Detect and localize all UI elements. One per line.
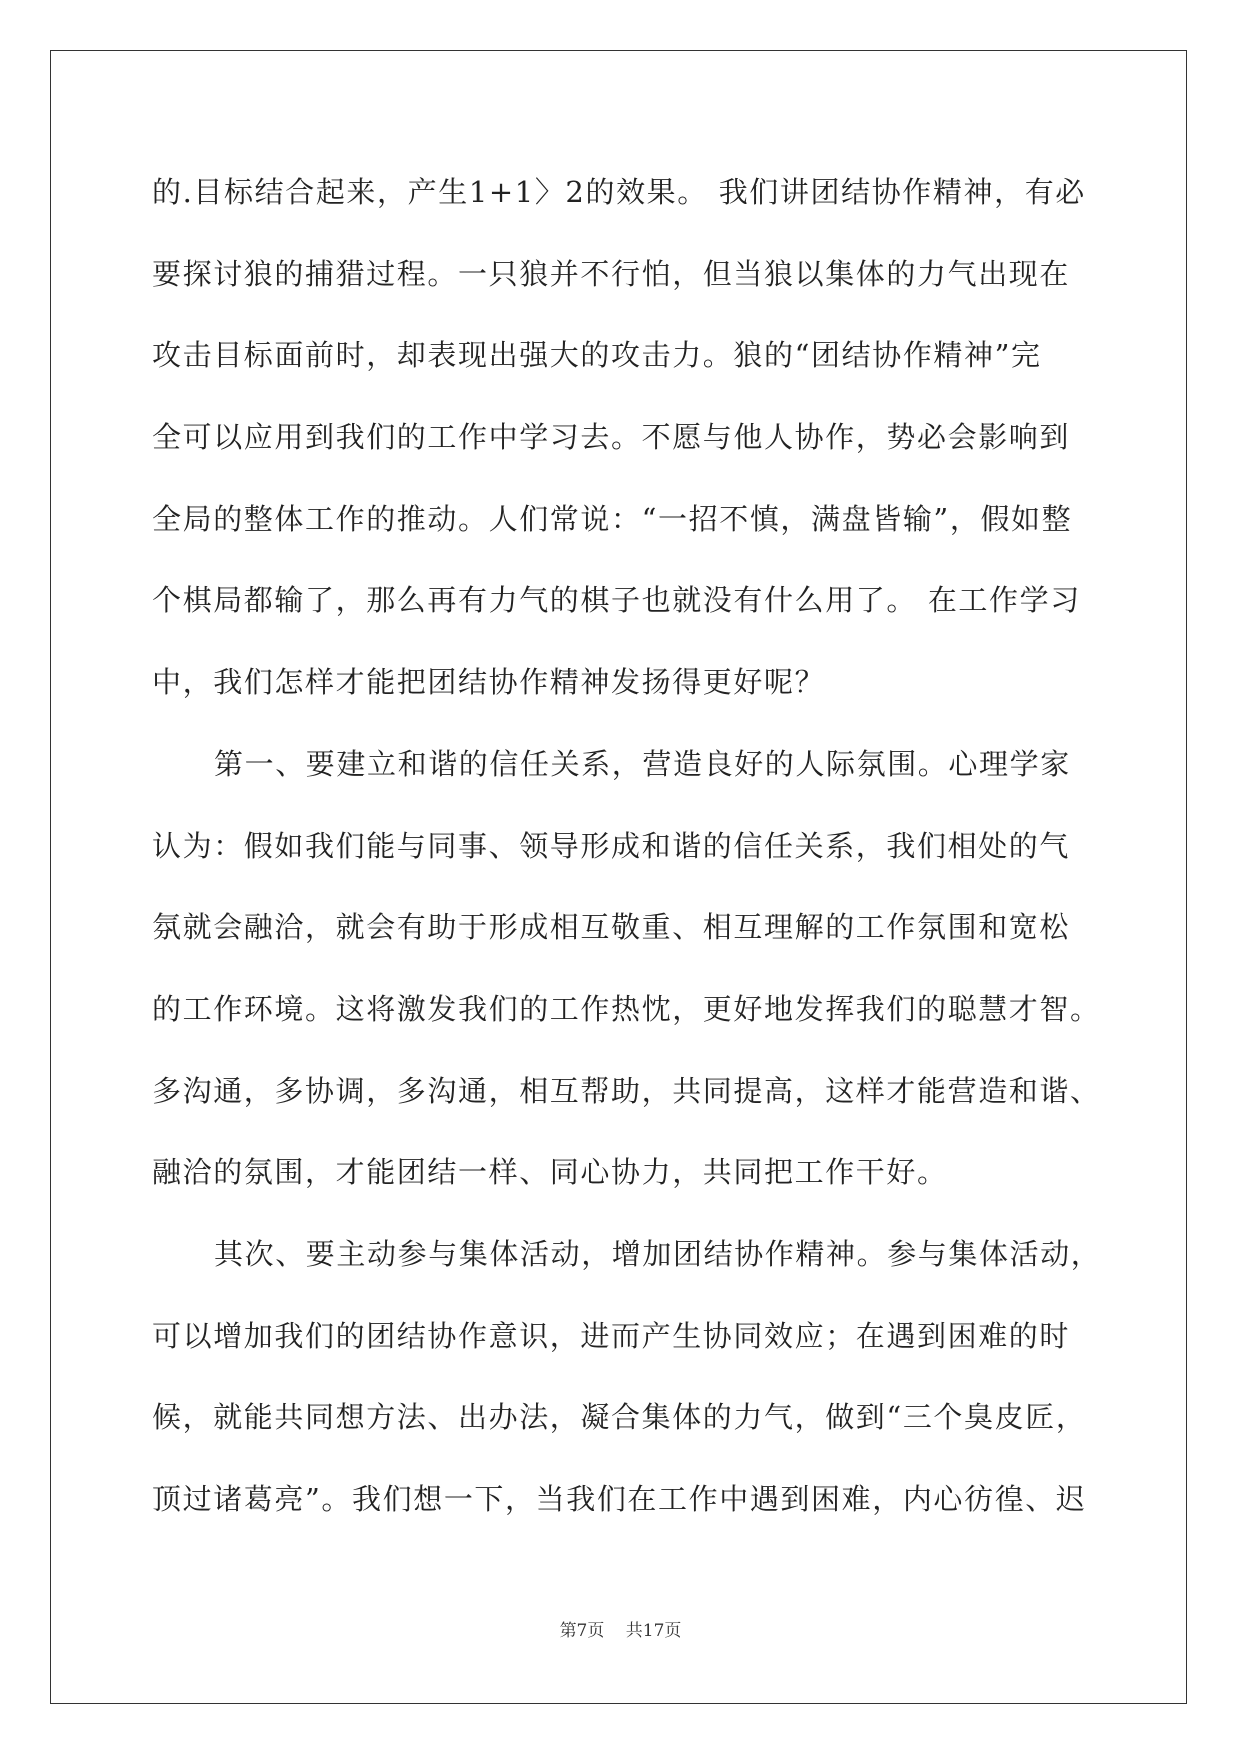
text-line-14: 其次、要主动参与集体活动，增加团结协作精神。参与集体活动， xyxy=(214,1236,1102,1271)
page-number: 第7页 xyxy=(559,1621,605,1641)
text-line-16: 候，就能共同想方法、出办法，凝合集体的力气，做到“三个臭皮匠， xyxy=(152,1400,1087,1435)
page-footer xyxy=(0,1616,1241,1641)
text-line-8: 第一、要建立和谐的信任关系，营造良好的人际氛围。心理学家 xyxy=(214,746,1071,781)
page-total: 共17页 xyxy=(625,1621,682,1641)
text-line-2: 要探讨狼的捕猎过程。一只狼并不行怕，但当狼以集体的力气出现在 xyxy=(152,256,1071,291)
text-line-12: 多沟通，多协调，多沟通，相互帮助，共同提高，这样才能营造和谐、 xyxy=(152,1073,1101,1108)
document-body xyxy=(152,152,1102,1541)
text-line-9: 认为：假如我们能与同事、领导形成和谐的信任关系，我们相处的气 xyxy=(152,828,1071,863)
text-line-15: 可以增加我们的团结协作意识，进而产生协同效应；在遇到困难的时 xyxy=(152,1318,1071,1353)
text-line-10: 氛就会融洽，就会有助于形成相互敬重、相互理解的工作氛围和宽松 xyxy=(152,910,1071,945)
text-line-7: 中，我们怎样才能把团结协作精神发扬得更好呢？ xyxy=(152,665,826,700)
text-line-1: 的.目标结合起来，产生1+1〉2的效果。 我们讲团结协作精神，有必 xyxy=(152,175,1086,209)
text-line-11: 的工作环境。这将激发我们的工作热忱，更好地发挥我们的聪慧才智。 xyxy=(152,991,1101,1026)
text-line-4: 全可以应用到我们的工作中学习去。不愿与他人协作，势必会影响到 xyxy=(152,420,1071,455)
text-line-5: 全局的整体工作的推动。人们常说：“一招不慎，满盘皆输”，假如整 xyxy=(152,501,1073,536)
text-line-17: 顶过诸葛亮”。我们想一下，当我们在工作中遇到困难，内心彷徨、迟 xyxy=(152,1482,1087,1516)
text-line-6: 个棋局都输了，那么再有力气的棋子也就没有什么用了。 在工作学习 xyxy=(152,583,1081,618)
text-line-3: 攻击目标面前时，却表现出强大的攻击力。狼的“团结协作精神”完 xyxy=(152,338,1042,373)
text-line-13: 融洽的氛围，才能团结一样、同心协力，共同把工作干好。 xyxy=(152,1155,948,1190)
